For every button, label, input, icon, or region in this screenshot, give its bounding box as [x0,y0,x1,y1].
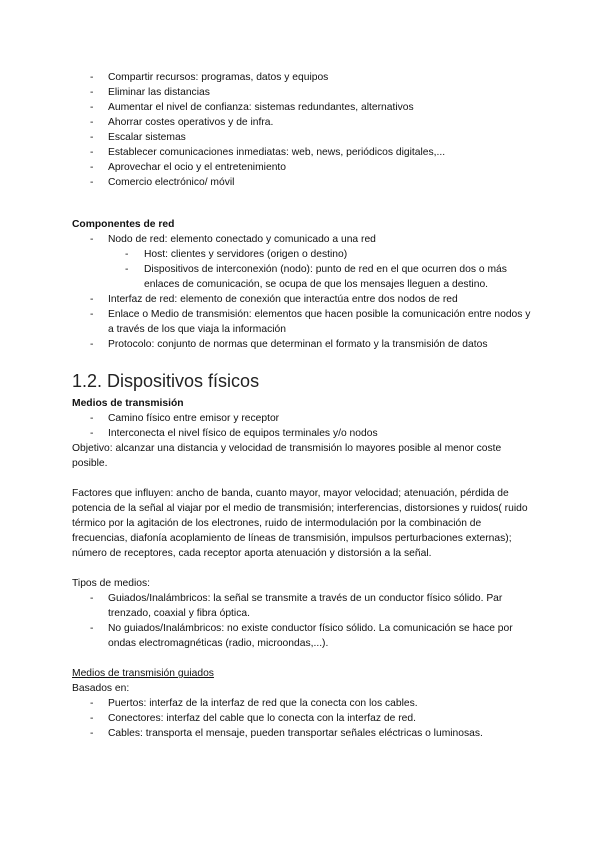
medios-title: Medios de transmisión [72,398,184,409]
list-item: - Host: clientes y servidores (origen o destino) [72,247,532,262]
list-item: - Conectores: interfaz del cable que lo conecta con la interfaz de red. [72,711,532,726]
list-item: - No guiados/Inalámbricos: no existe conductor físico sólido. La comunicación se hace por ondas electromagnéticas (radio, microondas,...). [72,621,532,651]
basados-text: Basados en: [72,683,130,694]
list-item: - Camino físico entre emisor y receptor [72,411,532,426]
list-item: - Guiados/Inalámbricos: la señal se transmite a través de un conductor físico sólido. Par trenzado, coaxial y fibra óptica. [72,591,532,621]
objetivo-text: Objetivo: alcanzar una distancia y velocidad de transmisión lo mayores posible al menor coste posible. [72,443,502,469]
list-item: - Cables: transporta el mensaje, pueden transportar señales eléctricas o luminosas. [72,726,532,741]
list-item: - Comercio electrónico/ móvil [72,175,532,190]
list-item: - Interconecta el nivel físico de equipos terminales y/o nodos [72,426,532,441]
section-heading: 1.2. Dispositivos físicos [72,371,260,391]
list-item: - Dispositivos de interconexión (nodo): punto de red en el que ocurren dos o más enlaces de comunicación, se ocupa de que los mensajes lleguen a destino. [72,262,532,292]
list-item: - Escalar sistemas [72,130,532,145]
list-item: - Puertos: interfaz de la interfaz de red que la conecta con los cables. [72,696,532,711]
list-item: - Aprovechar el ocio y el entretenimiento [72,160,532,175]
list-item: - Ahorrar costes operativos y de infra. [72,115,532,130]
factores-text: Factores que influyen: ancho de banda, cuanto mayor, mayor velocidad; atenuación, pérdida de potencia de la señal al viajar por el medio de transmisión; interferencias, distorsiones y ruidos( ruido térmico por la agitación de los electrones, ruido de intermodulación por la combinación de frecuencias, diafonía acoplamiento de líneas de transmisión, impulsos perturbaciones externas); número de receptores, cada receptor aporta atenuación y distorsión a la señal. [72,488,528,559]
list-item: - Enlace o Medio de transmisión: elementos que hacen posible la comunicación entre nodos y a través de los que viaja la información [72,307,532,337]
list-item: - Establecer comunicaciones inmediatas: web, news, periódicos digitales,... [72,145,532,160]
list-item: - Aumentar el nivel de confianza: sistemas redundantes, alternativos [72,100,532,115]
document-page [72,70,532,741]
list-item: - Interfaz de red: elemento de conexión que interactúa entre dos nodos de red [72,292,532,307]
list-item: - Nodo de red: elemento conectado y comunicado a una red [72,232,532,247]
guiados-title: Medios de transmisión guiados [72,668,214,679]
list-item: - Compartir recursos: programas, datos y equipos [72,70,532,85]
tipos-title: Tipos de medios: [72,578,151,589]
list-item: - Protocolo: conjunto de normas que determinan el formato y la transmisión de datos [72,337,532,352]
componentes-title: Componentes de red [72,219,175,230]
list-item: - Eliminar las distancias [72,85,532,100]
